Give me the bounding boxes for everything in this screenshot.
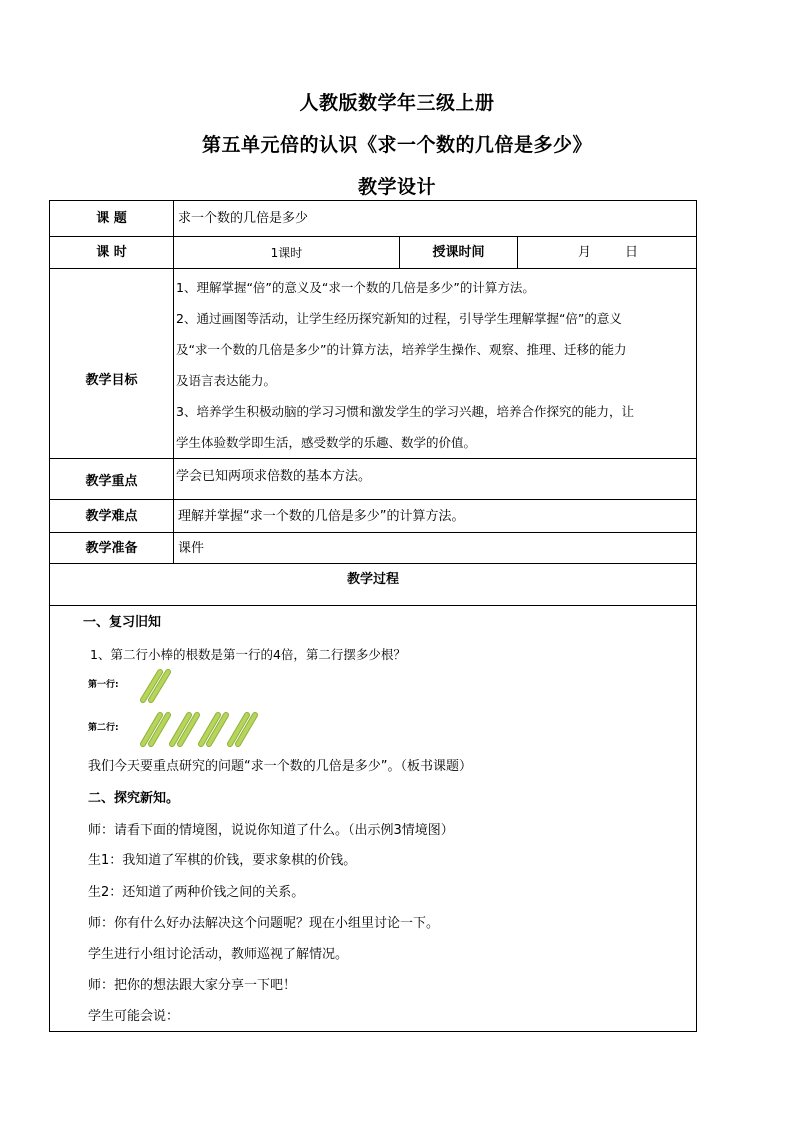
- time-label: 授课时间: [432, 245, 485, 260]
- day-label: 日: [625, 245, 639, 260]
- goal-line: 3、培养学生积极动脑的学习习惯和激发学生的学习兴趣，培养合作探究的能力，让: [176, 404, 634, 419]
- section-explore-heading: 二、探究新知。: [88, 791, 180, 806]
- document-heading: 教学设计: [357, 176, 436, 198]
- key-label: 教学重点: [85, 474, 138, 489]
- dialogue-line: 师：把你的想法跟大家分享一下吧！: [88, 978, 297, 993]
- goal-line: 1、理解掌握“倍”的意义及“求一个数的几倍是多少”的计算方法。: [176, 280, 535, 295]
- goal-line: 及“求一个数的几倍是多少”的计算方法，培养学生操作、观察、推理、迁移的能力: [176, 342, 627, 357]
- lesson-plan-table: [49, 200, 697, 1032]
- sticks-row1-illustration: [136, 669, 176, 705]
- difficulty-label: 教学难点: [85, 509, 138, 524]
- document-title: 人教版数学年三级上册: [299, 92, 495, 114]
- hours-label: 课 时: [96, 245, 127, 260]
- row2-label: 第二行:: [88, 723, 119, 733]
- goals-label: 教学目标: [85, 373, 138, 388]
- prep-label: 教学准备: [85, 541, 138, 556]
- question-line: 1、第二行小棒的根数是第一行的4倍，第二行摆多少根？: [90, 647, 406, 662]
- dialogue-line: 学生进行小组讨论活动，教师巡视了解情况。: [88, 947, 349, 962]
- document-subtitle: 第五单元倍的认识《求一个数的几倍是多少》: [201, 134, 592, 156]
- sticks-row2-illustration: [136, 711, 276, 749]
- dialogue-line: 生2：还知道了两种价钱之间的关系。: [88, 885, 305, 900]
- hours-value: 1课时: [270, 246, 303, 260]
- row1-label: 第一行:: [88, 680, 119, 690]
- dialogue-line: 生1：我知道了军棋的价钱，要求象棋的价钱。: [88, 853, 357, 868]
- topic-label: 课 题: [96, 211, 127, 226]
- goal-line: 及语言表达能力。: [176, 373, 277, 388]
- goal-line: 2、通过画图等活动，让学生经历探究新知的过程，引导学生理解掌握“倍”的意义: [176, 311, 622, 326]
- month-label: 月: [578, 245, 592, 260]
- difficulty-value: 理解并掌握“求一个数的几倍是多少”的计算方法。: [178, 509, 465, 524]
- dialogue-line: 师：你有什么好办法解决这个问题呢？现在小组里讨论一下。: [88, 916, 440, 931]
- topic-value: 求一个数的几倍是多少: [178, 211, 309, 226]
- key-value: 学会已知两项求倍数的基本方法。: [176, 469, 372, 484]
- goal-line: 学生体验数学即生活，感受数学的乐趣、数学的价值。: [176, 435, 477, 450]
- prep-value: 课件: [178, 541, 205, 556]
- process-label: 教学过程: [346, 572, 399, 587]
- dialogue-line: 师：请看下面的情境图，说说你知道了什么。（出示例3情境图）: [88, 823, 454, 838]
- intro-line: 我们今天要重点研究的问题“求一个数的几倍是多少”。（板书课题）: [88, 759, 472, 774]
- dialogue-line: 学生可能会说：: [88, 1009, 180, 1024]
- section-review-heading: 一、复习旧知: [83, 615, 162, 630]
